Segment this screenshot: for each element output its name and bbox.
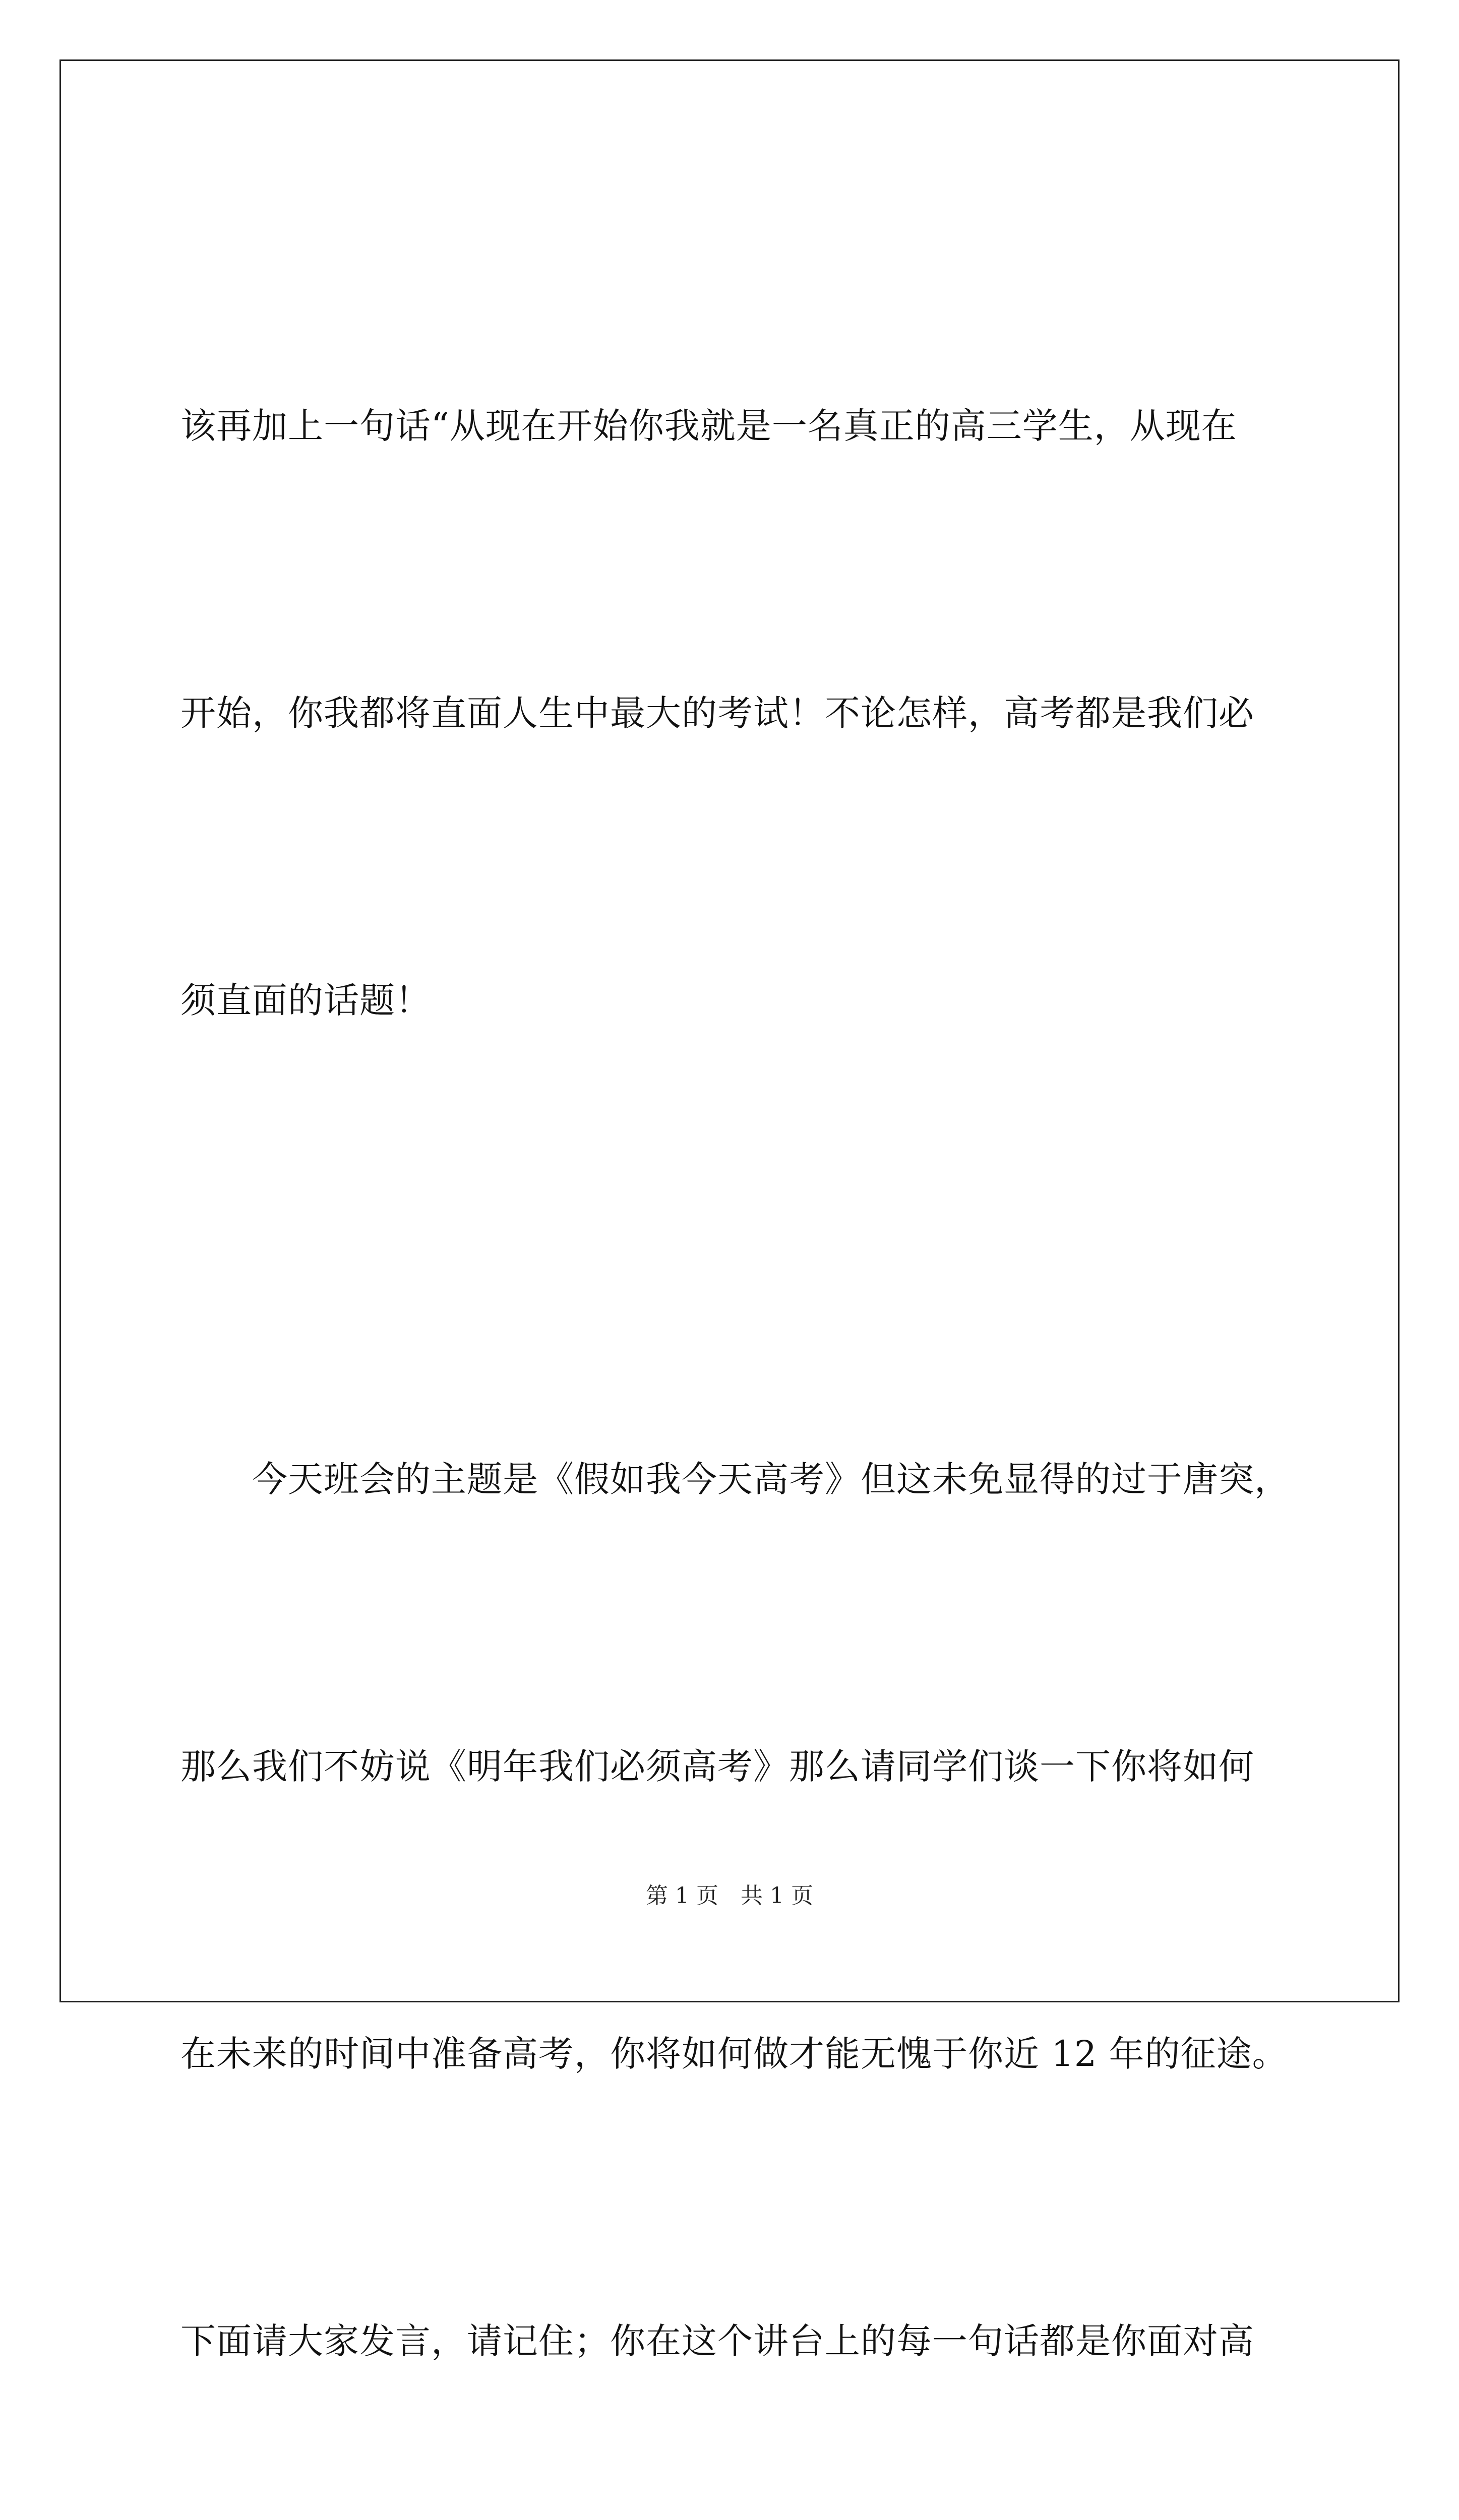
paragraph-line: 在未来的时间中准备高考，你将如何做才能无愧于你近 12 年的征途。: [180, 2033, 1288, 2074]
page-footer: 第 1 页 共 1 页: [646, 1883, 813, 1909]
paragraph-line: 开始，你我都将直面人生中最大的考试！不论怎样，高考都是我们必: [180, 692, 1254, 734]
paragraph-line: 须直面的话题！: [180, 980, 431, 1021]
paragraph-1: [180, 186, 1315, 1240]
paragraph-line: 今天班会的主题是《假如我今天高考》但这未免显得的过于唐突，: [180, 1459, 1290, 1500]
paragraph-line: 那么我们不妨说《明年我们必须高考》那么请同学们谈一下你将如何: [180, 1746, 1254, 1787]
paragraph-line: 下面请大家发言，请记住；你在这个讲台上的每一句话都是你面对高: [180, 2320, 1254, 2362]
paragraph-line: 该再加上一句话“从现在开始你我就是一名真正的高三学生，从现在: [180, 405, 1237, 447]
document-body: [180, 186, 1315, 2520]
